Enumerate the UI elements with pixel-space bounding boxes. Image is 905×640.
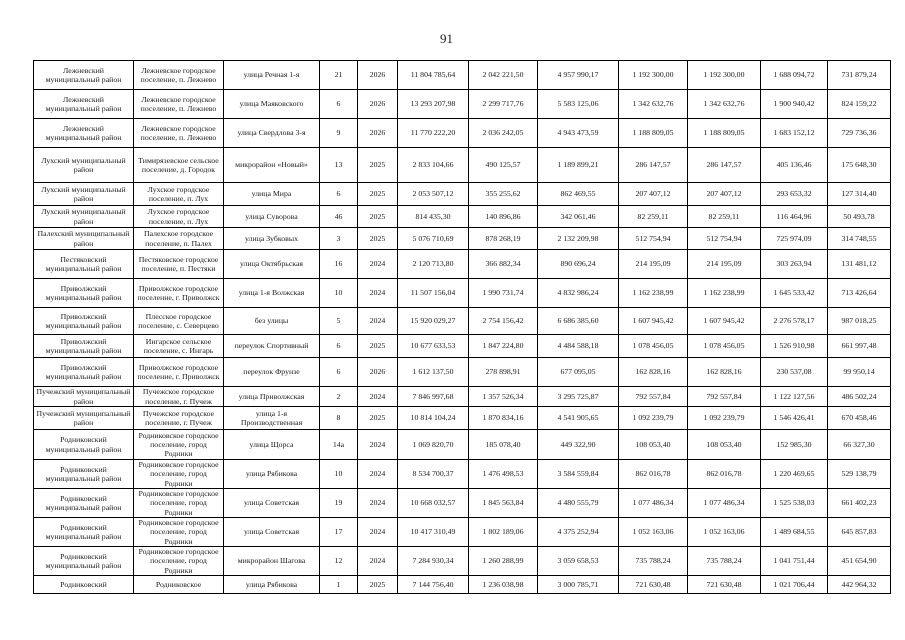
table-cell: 1 122 127,56 [761,387,828,407]
table-cell: 82 259,11 [619,206,688,228]
table-row [34,250,891,279]
table-cell: 1 607 945,42 [619,308,688,335]
table-row [34,61,891,90]
table-cell: 878 268,19 [469,228,538,250]
table-cell: 2 053 507,12 [398,183,469,206]
table-cell: 12 [320,547,358,576]
table-cell: 6 [320,183,358,206]
table-cell: 1 041 751,44 [761,547,828,576]
table-cell: Родниковское городское поселение, город Родники [134,547,224,576]
table-cell: 512 754,94 [619,228,688,250]
table-row [34,489,891,518]
finance-table [33,60,891,594]
table-cell: улица Советская [224,518,320,547]
table-cell: 162 828,16 [619,358,688,387]
table-cell: 2024 [358,250,398,279]
table-cell: 1 052 163,06 [619,518,688,547]
table-cell: Приволжский муниципальный район [34,358,134,387]
table-cell: 50 493,78 [828,206,891,228]
table-cell: 2 833 104,66 [398,148,469,183]
table-cell: улица Щорса [224,430,320,460]
table-cell: 735 788,24 [688,547,761,576]
table-cell: улица Октябрьская [224,250,320,279]
table-cell: 6 [320,90,358,119]
table-cell: 449 322,90 [538,430,619,460]
table-cell: 140 896,86 [469,206,538,228]
table-cell: 355 255,62 [469,183,538,206]
table-cell: 4 957 990,17 [538,61,619,90]
table-cell: 862 469,55 [538,183,619,206]
table-cell: Пестяковское городское поселение, п. Пестяки [134,250,224,279]
table-cell: 1 900 940,42 [761,90,828,119]
table-cell: 11 507 156,04 [398,279,469,308]
table-cell: 21 [320,61,358,90]
table-row [34,308,891,335]
table-cell: улица Зубковых [224,228,320,250]
table-cell: 1 078 456,05 [619,335,688,358]
table-cell: 1 162 238,99 [688,279,761,308]
table-cell: 4 943 473,59 [538,119,619,148]
table-cell: 2026 [358,90,398,119]
table-cell: 13 293 207,98 [398,90,469,119]
table-cell: 512 754,94 [688,228,761,250]
table-cell: Лежневский муниципальный район [34,119,134,148]
table-cell: 1 188 809,05 [619,119,688,148]
table-cell: улица Свердлова 3-я [224,119,320,148]
table-cell: 99 950,14 [828,358,891,387]
table-row [34,576,891,594]
table-cell: 490 125,57 [469,148,538,183]
table-cell: 303 263,94 [761,250,828,279]
table-cell: 1 092 239,79 [619,407,688,430]
table-cell: 3 [320,228,358,250]
table-cell: 214 195,09 [619,250,688,279]
table-cell: 862 016,78 [688,460,761,489]
table-cell: 1 077 486,34 [619,489,688,518]
table-cell: 1 [320,576,358,594]
table-cell: 814 435,30 [398,206,469,228]
table-cell: 286 147,57 [619,148,688,183]
table-row [34,547,891,576]
table-cell: улица Суворова [224,206,320,228]
table-cell: 661 997,48 [828,335,891,358]
table-cell: 890 696,24 [538,250,619,279]
table-cell: Лежневское городское поселение, п. Лежнево [134,61,224,90]
table-cell: 4 484 588,18 [538,335,619,358]
table-cell: 792 557,84 [619,387,688,407]
table-cell: 1 342 632,76 [619,90,688,119]
table-cell: 6 686 385,60 [538,308,619,335]
table-cell: 286 147,57 [688,148,761,183]
table-cell: 2026 [358,61,398,90]
table-row [34,518,891,547]
table-cell: Лухское городское поселение, п. Лух [134,183,224,206]
table-cell: 6 [320,358,358,387]
table-cell: 17 [320,518,358,547]
table-cell: 5 583 125,06 [538,90,619,119]
table-cell: 152 985,30 [761,430,828,460]
table-cell: 14а [320,430,358,460]
table-cell: 8 [320,407,358,430]
table-cell: 342 061,46 [538,206,619,228]
table-cell: 2026 [358,358,398,387]
table-cell: 16 [320,250,358,279]
table-cell: микрорайон «Новый» [224,148,320,183]
table-cell: 10 677 633,53 [398,335,469,358]
table-cell: 713 426,64 [828,279,891,308]
table-cell: 1 526 910,98 [761,335,828,358]
table-cell: 2024 [358,547,398,576]
table-cell: 1 645 533,42 [761,279,828,308]
table-cell: Приволжский муниципальный район [34,308,134,335]
table-cell: улица Приволжская [224,387,320,407]
table-cell: Приволжский муниципальный район [34,335,134,358]
table-cell: 46 [320,206,358,228]
table-cell: Родниковский муниципальный район [34,460,134,489]
table-cell: 2 120 713,80 [398,250,469,279]
table-cell: 13 [320,148,358,183]
table-cell: 677 095,05 [538,358,619,387]
table-cell: Приволжское городское поселение, г. Приволжск [134,358,224,387]
table-cell: Палехский муниципальный район [34,228,134,250]
table-row [34,228,891,250]
table-cell: Тимирязевское сельское поселение, д. Городок [134,148,224,183]
table-cell: улица Речная 1-я [224,61,320,90]
table-row [34,119,891,148]
table-cell: Родниковское городское поселение, город Родники [134,460,224,489]
table-cell: 725 974,09 [761,228,828,250]
table-cell: 1 612 137,50 [398,358,469,387]
table-cell: 1 192 300,00 [688,61,761,90]
table-cell: Родниковский муниципальный район [34,547,134,576]
table-cell: 1 188 809,05 [688,119,761,148]
table-cell: Лухское городское поселение, п. Лух [134,206,224,228]
table-cell: Пучежское городское поселение, г. Пучеж [134,407,224,430]
table-cell: 6 [320,335,358,358]
table-cell: Родниковское городское поселение, город Родники [134,518,224,547]
table-cell: 4 832 986,24 [538,279,619,308]
table-cell: 175 648,30 [828,148,891,183]
table-cell: 645 857,83 [828,518,891,547]
table-cell: Пестяковский муниципальный район [34,250,134,279]
table-cell: 2 754 156,42 [469,308,538,335]
table-cell: 116 464,96 [761,206,828,228]
table-cell: 3 584 559,84 [538,460,619,489]
table-cell: 486 502,24 [828,387,891,407]
table-cell: 1 189 899,21 [538,148,619,183]
table-cell: 4 541 905,65 [538,407,619,430]
table-cell: улица Рябикова [224,460,320,489]
table-cell: Лежневское городское поселение, п. Лежнево [134,119,224,148]
table-cell: 451 654,90 [828,547,891,576]
table-row [34,358,891,387]
table-cell: 1 162 238,99 [619,279,688,308]
table-cell: 2024 [358,460,398,489]
table-cell: 108 053,40 [688,430,761,460]
table-cell: 1 192 300,00 [619,61,688,90]
table-cell: 1 990 731,74 [469,279,538,308]
table-cell: 1 052 163,06 [688,518,761,547]
table-cell: Лухский муниципальный район [34,148,134,183]
table-cell: 2024 [358,518,398,547]
table-cell: 2025 [358,228,398,250]
table-cell: Лежневский муниципальный район [34,90,134,119]
table-cell: переулок Фрунзе [224,358,320,387]
table-cell: Родниковское [134,576,224,594]
table-cell: 2 299 717,76 [469,90,538,119]
table-cell: 1 236 038,98 [469,576,538,594]
table-cell: 1 489 684,55 [761,518,828,547]
table-cell: Родниковское городское поселение, город Родники [134,489,224,518]
table-cell: 10 668 032,57 [398,489,469,518]
table-cell: 2 132 209,98 [538,228,619,250]
table-cell: 11 804 785,64 [398,61,469,90]
table-cell: 185 078,40 [469,430,538,460]
table-cell: Лежневское городское поселение, п. Лежнево [134,90,224,119]
table-cell: микрорайон Шагова [224,547,320,576]
table-row [34,387,891,407]
table-cell: переулок Спортивный [224,335,320,358]
table-cell: 108 053,40 [619,430,688,460]
table-cell: 10 [320,460,358,489]
table-cell: 5 [320,308,358,335]
table-cell: 2025 [358,148,398,183]
table-cell: Пучежский муниципальный район [34,387,134,407]
table-row [34,335,891,358]
table-row [34,183,891,206]
table-cell: 1 607 945,42 [688,308,761,335]
table-cell: 1 802 189,06 [469,518,538,547]
table-cell: Родниковский муниципальный район [34,518,134,547]
table-cell: 19 [320,489,358,518]
table-cell: 278 898,91 [469,358,538,387]
table-cell: 3 059 658,53 [538,547,619,576]
table-row [34,407,891,430]
table-cell: 2024 [358,430,398,460]
table-cell: 721 630,48 [619,576,688,594]
table-cell: 10 417 310,49 [398,518,469,547]
table-cell: 66 327,30 [828,430,891,460]
table-cell: 405 136,46 [761,148,828,183]
table-cell: 314 748,55 [828,228,891,250]
table-cell: 162 828,16 [688,358,761,387]
table-cell: 1 260 288,99 [469,547,538,576]
table-cell: Приволжский муниципальный район [34,279,134,308]
table-cell: 1 845 563,84 [469,489,538,518]
table-cell: 1 476 498,53 [469,460,538,489]
table-cell: 2 [320,387,358,407]
table-row [34,279,891,308]
table-cell: 2 042 221,50 [469,61,538,90]
table-cell: 10 [320,279,358,308]
table-row [34,148,891,183]
table-cell: 207 407,12 [619,183,688,206]
table-row [34,430,891,460]
table-cell: Пучежский муниципальный район [34,407,134,430]
table-cell: 7 144 756,40 [398,576,469,594]
table-cell: 987 018,25 [828,308,891,335]
table-cell: 2 036 242,05 [469,119,538,148]
table-cell: 2025 [358,206,398,228]
table-cell: 735 788,24 [619,547,688,576]
table-cell: Ингарское сельское поселение, с. Ингарь [134,335,224,358]
table-cell: 207 407,12 [688,183,761,206]
table-cell: Лежневский муниципальный район [34,61,134,90]
table-cell: 2 276 578,17 [761,308,828,335]
table-cell: 1 342 632,76 [688,90,761,119]
table-cell: 10 814 104,24 [398,407,469,430]
finance-table-body [34,61,891,594]
table-cell: 729 736,36 [828,119,891,148]
table-cell: 670 458,46 [828,407,891,430]
table-cell: Плесское городское поселение, с. Северцево [134,308,224,335]
table-cell: улица Рябикова [224,576,320,594]
table-cell: 824 159,22 [828,90,891,119]
table-cell: 1 069 820,70 [398,430,469,460]
table-cell: 1 077 486,34 [688,489,761,518]
table-cell: Родниковский [34,576,134,594]
table-cell: 731 879,24 [828,61,891,90]
table-cell: 1 847 224,80 [469,335,538,358]
table-cell: 3 295 725,87 [538,387,619,407]
table-row [34,206,891,228]
table-cell: улица Советская [224,489,320,518]
table-cell: 1 092 239,79 [688,407,761,430]
table-cell: 2024 [358,387,398,407]
table-row [34,460,891,489]
table-cell: 2025 [358,407,398,430]
table-cell: 529 138,79 [828,460,891,489]
table-cell: Лухский муниципальный район [34,183,134,206]
table-cell: 442 964,32 [828,576,891,594]
table-cell: улица Маяковского [224,90,320,119]
table-cell: улица Мира [224,183,320,206]
table-cell: 1 870 834,16 [469,407,538,430]
table-cell: 4 480 555,79 [538,489,619,518]
table-cell: Приволжское городское поселение, г. Приволжск [134,279,224,308]
table-cell: 1 357 526,34 [469,387,538,407]
table-cell: 1 546 426,41 [761,407,828,430]
table-cell: 1 021 706,44 [761,576,828,594]
table-row [34,90,891,119]
table-cell: 2024 [358,308,398,335]
table-cell: 4 375 252,94 [538,518,619,547]
table-cell: улица 1-я Волжская [224,279,320,308]
table-cell: Родниковский муниципальный район [34,489,134,518]
table-cell: 8 534 700,37 [398,460,469,489]
table-cell: 131 481,12 [828,250,891,279]
table-cell: 293 653,32 [761,183,828,206]
table-cell: 2024 [358,279,398,308]
table-cell: 7 846 997,68 [398,387,469,407]
page-number: 91 [440,31,453,46]
table-cell: 366 882,34 [469,250,538,279]
table-cell: 1 688 094,72 [761,61,828,90]
table-cell: 661 402,23 [828,489,891,518]
table-cell: 214 195,09 [688,250,761,279]
table-cell: Лухский муниципальный район [34,206,134,228]
table-cell: Родниковский муниципальный район [34,430,134,460]
table-cell: 7 284 930,34 [398,547,469,576]
table-cell: 5 076 710,69 [398,228,469,250]
table-cell: 2024 [358,489,398,518]
table-cell: 11 770 222,20 [398,119,469,148]
table-cell: 2025 [358,183,398,206]
table-cell: Палехское городское поселение, п. Палех [134,228,224,250]
table-cell: 15 920 029,27 [398,308,469,335]
table-cell: 862 016,78 [619,460,688,489]
table-cell: улица 1-я Производственная [224,407,320,430]
table-cell: 1 683 152,12 [761,119,828,148]
table-cell: 792 557,84 [688,387,761,407]
table-cell: 2025 [358,576,398,594]
table-cell: 9 [320,119,358,148]
table-cell: 3 000 785,71 [538,576,619,594]
table-cell: 2026 [358,119,398,148]
table-cell: 1 220 469,65 [761,460,828,489]
table-cell: 1 078 456,05 [688,335,761,358]
table-cell: 82 259,11 [688,206,761,228]
table-cell: 230 537,08 [761,358,828,387]
table-cell: 721 630,48 [688,576,761,594]
table-cell: Родниковское городское поселение, город Родники [134,430,224,460]
table-cell: без улицы [224,308,320,335]
table-cell: 127 314,40 [828,183,891,206]
table-cell: 1 525 538,03 [761,489,828,518]
table-cell: Пучежское городское поселение, г. Пучеж [134,387,224,407]
table-cell: 2025 [358,335,398,358]
